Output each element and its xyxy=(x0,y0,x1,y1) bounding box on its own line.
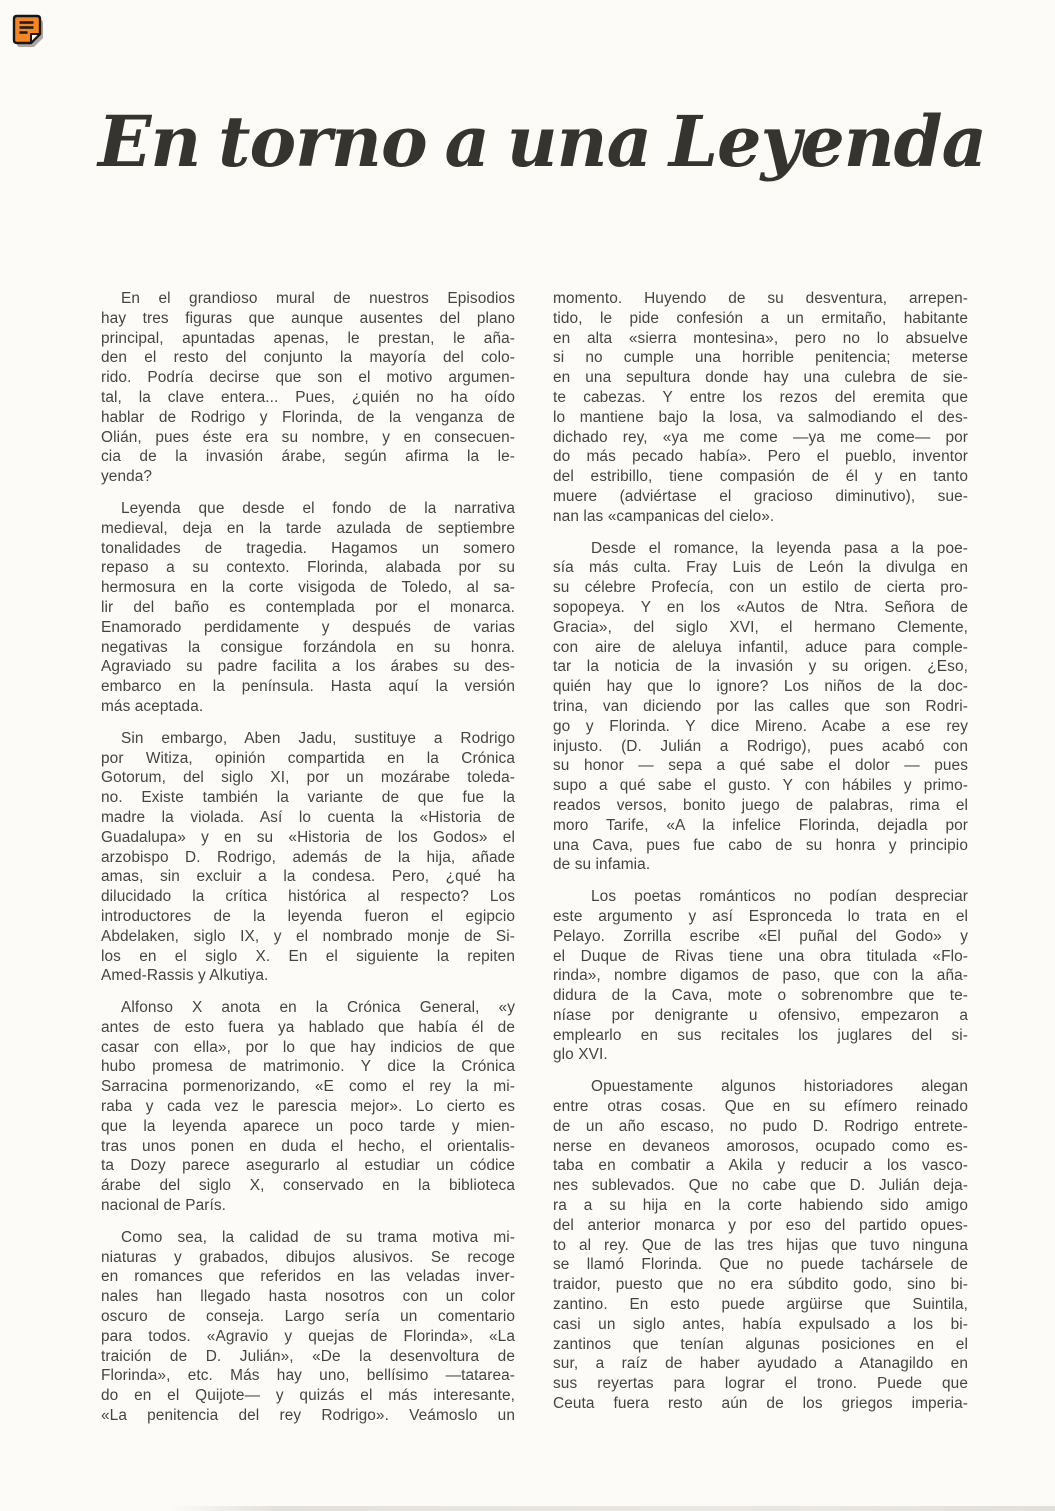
text-line: en una sepultura donde hay una culebra de sie- xyxy=(553,369,968,387)
text-line: de su infamia. xyxy=(553,856,651,874)
text-line: para todos. «Agravio y quejas de Florinda», «La xyxy=(101,1327,515,1345)
text-line: embarco en la península. Hasta aquí la versión xyxy=(101,678,515,696)
text-line: cia de la invasión árabe, según afirma la le- xyxy=(101,448,515,466)
text-line: nerse en devaneos amorosos, ocupado como es- xyxy=(553,1137,968,1155)
text-line: Sarracina pormenorizando, «E como el rey la mi- xyxy=(101,1078,515,1096)
text-line: traidor, puesto que no era súbdito godo, sino bi- xyxy=(553,1276,968,1294)
text-line: nes sublevados. Que no cabe que D. Julián deja- xyxy=(553,1177,968,1195)
text-line: del anterior monarca y por eso del partido opues- xyxy=(553,1216,968,1234)
paragraph xyxy=(553,289,968,527)
text-line: En el grandioso mural de nuestros Episodios xyxy=(121,290,515,307)
text-line: hermosura en la corte visigoda de Toledo, al sa- xyxy=(101,579,515,597)
text-line: emplearlo en sus recitales los juglares del si- xyxy=(553,1026,968,1044)
text-line: de un año escaso, no pudo D. Rodrigo entrete- xyxy=(553,1117,968,1135)
text-line: una Cava, pues fue cabo de su honra y principio xyxy=(553,836,968,854)
text-line: «La penitencia del rey Rodrigo». Veámoslo un xyxy=(101,1407,515,1425)
text-line: hay tres figuras que aunque ausentes del plano xyxy=(101,309,515,327)
text-line: madre la violada. Así lo cuenta la «Historia de xyxy=(101,808,515,826)
text-line: níase por denigrante u ofensivo, empezaron a xyxy=(553,1006,968,1024)
text-line: to al rey. Que de las tres hijas que tuvo ninguna xyxy=(553,1236,968,1254)
text-line: Olián, pues éste era su nombre, y en consecuen- xyxy=(101,428,515,446)
title-word: torno xyxy=(218,100,427,183)
text-line: Gracia», del siglo XVI, el hermano Clemente, xyxy=(553,618,968,636)
text-line: zantino. En esto puede argüirse que Suintila, xyxy=(553,1296,968,1314)
text-line: Gotorum, del siglo XI, por un mozárabe toleda- xyxy=(101,769,515,787)
text-line: Como sea, la calidad de su trama motiva mi- xyxy=(121,1228,515,1246)
text-line: en alta «sierra montesina», pero no lo absuelve xyxy=(553,329,968,347)
text-line: más aceptada. xyxy=(101,697,204,715)
text-line: introductores de la leyenda fueron el egipcio xyxy=(101,907,515,925)
text-line: tras unos ponen en duda el hecho, el orientalis- xyxy=(101,1137,515,1155)
text-line: los en el siglo X. En el siguiente la repiten xyxy=(101,947,515,965)
text-line: oscuro de conseja. Largo sería un comentario xyxy=(101,1308,515,1326)
text-line: Enamorado perdidamente y después de varias xyxy=(101,618,515,636)
text-line: su célebre Profecía, con un estilo de cierta pro- xyxy=(553,579,968,597)
text-line: en romances que referidos en las veladas inver- xyxy=(101,1268,515,1286)
paragraph xyxy=(553,539,968,876)
paragraph xyxy=(101,729,515,986)
text-line: no. Existe también la variante de que fue la xyxy=(101,789,515,807)
text-line: raba y cada vez le parescia mejor». Lo cierto es xyxy=(101,1098,515,1116)
text-line: yenda? xyxy=(101,468,153,486)
text-line: antes de esto fuera ya hablado que había él de xyxy=(101,1018,515,1036)
text-line: dilucidado la crítica histórica al respecto? Los xyxy=(101,888,515,906)
text-line: Agraviado su padre facilita a los árabes su des- xyxy=(101,658,515,676)
text-line: do en el Quijote— y quizás el más interesante, xyxy=(101,1387,515,1405)
text-line: tido, le pide confesión a un ermitaño, habitante xyxy=(553,309,968,327)
paragraph xyxy=(101,499,515,717)
text-line: hubo promesa de matrimonio. Y dice la Crónica xyxy=(101,1058,515,1076)
text-line: sopopeya. Y en los «Autos de Ntra. Señora de xyxy=(553,598,968,616)
text-line: zantinos que tenían algunas posiciones en el xyxy=(553,1335,968,1353)
article-column-left xyxy=(101,289,515,1438)
text-line: glo XVI. xyxy=(553,1046,608,1064)
text-line: nales han llegado hasta nosotros con un color xyxy=(101,1288,515,1306)
text-line: tar la noticia de la invasión y su origen. ¿Eso, xyxy=(553,658,968,676)
text-line: este argumento y así Espronceda lo trata en el xyxy=(553,907,968,925)
text-line: reados versos, bonito juego de palabras, rima el xyxy=(553,796,968,814)
text-line: momento. Huyendo de su desventura, arrepen- xyxy=(553,290,968,307)
text-line: ta Dozy parece asegurarlo al estudiar un códice xyxy=(101,1157,515,1175)
text-line: moro Tarife, «A la infelice Florinda, dejadla por xyxy=(553,816,968,834)
text-line: niaturas y grabados, dibujos alusivos. Se recoge xyxy=(101,1248,515,1266)
page-edge-shadow xyxy=(168,1506,1055,1511)
text-line: trina, van diciendo por las calles que son Rodri- xyxy=(553,697,968,715)
text-line: que la leyenda aparece un poco tarde y mien- xyxy=(101,1117,515,1135)
text-line: Pelayo. Zorrilla escribe «El puñal del Godo» y xyxy=(553,927,968,945)
text-line: lir del baño es contemplada por el monarca. xyxy=(101,598,515,616)
text-line: nan las «campanicas del cielo». xyxy=(553,507,775,525)
text-line: su honor — sepa a qué sabe el dolor — pues xyxy=(553,757,968,775)
text-line: injusto. (D. Julián a Rodrigo), pues acabó con xyxy=(553,737,968,755)
text-line: rinda», nombre digamos de paso, que con la aña- xyxy=(553,967,968,985)
text-line: Ceuta fuera resto aún de los griegos imperia- xyxy=(553,1395,968,1413)
text-line: tonalidades de tragedia. Hagamos un somero xyxy=(101,539,515,557)
text-line: muere (adviértase el gracioso diminutivo), sue- xyxy=(553,487,968,505)
text-line: Leyenda que desde el fondo de la narrativa xyxy=(121,499,515,517)
text-line: amas, sin excluir a la condesa. Pero, ¿qué ha xyxy=(101,868,515,886)
paragraph xyxy=(101,998,515,1216)
text-line: Florinda», etc. Más hay uno, bellísimo —tatarea- xyxy=(101,1367,515,1385)
text-line: con aire de aleluya infantil, aduce para comple- xyxy=(553,638,968,656)
text-line: nacional de París. xyxy=(101,1197,227,1215)
text-line: quién hay que lo ignore? Los niños de la doc- xyxy=(553,678,968,696)
text-line: si no cumple una horrible penitencia; meterse xyxy=(553,349,968,367)
paragraph xyxy=(101,1228,515,1426)
text-line: árabe del siglo X, conservado en la biblioteca xyxy=(101,1177,515,1195)
text-line: del estribillo, tiene compasión de él y en tanto xyxy=(553,468,968,486)
note-icon[interactable] xyxy=(9,11,51,53)
text-line: arzobispo D. Rodrigo, además de la hija, añade xyxy=(101,848,515,866)
text-line: Abdelaken, siglo IX, y el nombrado monje de Si- xyxy=(101,927,515,945)
text-line: Desde el romance, la leyenda pasa a la poe- xyxy=(591,539,968,557)
text-line: negativas la consigue forzándola en su honra. xyxy=(101,638,515,656)
text-line: repaso a su contexto. Florinda, alabada por su xyxy=(101,559,515,577)
text-line: Los poetas románticos no podían despreciar xyxy=(591,888,968,906)
text-line: hablar de Rodrigo y Florinda, de la venganza de xyxy=(101,408,515,426)
text-line: casi un siglo antes, había expulsado a los bi- xyxy=(553,1315,968,1333)
text-line: tal, la clave entera... Pues, ¿quién no ha oído xyxy=(101,388,515,406)
article-body xyxy=(101,289,969,1438)
title-word: Leyenda xyxy=(668,100,986,183)
text-line: ra a su hija en la corte habiendo sido amigo xyxy=(553,1197,968,1215)
paragraph xyxy=(553,1077,968,1414)
text-line: traición de D. Julián», «De la desenvoltura de xyxy=(101,1347,515,1365)
text-line: sur, a raíz de haber ayudado a Atanagildo en xyxy=(553,1355,968,1373)
text-line: do más pecado había». Pero el pueblo, inventor xyxy=(553,448,968,466)
text-line: go y Florinda. Y dice Mireno. Acabe a ese rey xyxy=(553,717,968,735)
text-line: Alfonso X anota en la Crónica General, «y xyxy=(121,999,515,1017)
text-line: entre otras cosas. Que en su efímero reinado xyxy=(553,1098,968,1116)
text-line: Guadalupa» y en su «Historia de los Godos» el xyxy=(101,828,515,846)
paragraph xyxy=(553,887,968,1065)
title-word: a xyxy=(444,100,489,183)
text-line: te cabezas. Y entre los rezos del eremita que xyxy=(553,388,968,406)
text-line: rido. Podría decirse que son el motivo argumen- xyxy=(101,369,515,387)
text-line: se llamó Florinda. Que no puede tachársele de xyxy=(553,1256,968,1274)
page-title xyxy=(98,92,986,192)
text-line: taba en combatir a Akila y reducir a los vasco- xyxy=(553,1157,968,1175)
paragraph xyxy=(101,289,515,487)
title-word: una xyxy=(506,100,651,183)
text-line: lo mantiene bajo la losa, va salmodiando el des- xyxy=(553,408,968,426)
text-line: Opuestamente algunos historiadores alegan xyxy=(591,1078,968,1096)
text-line: den el resto del conjunto la mayoría del colo- xyxy=(101,349,515,367)
text-line: dichado rey, «ya me come —ya me come— por xyxy=(553,428,968,446)
text-line: por Witiza, opinión compartida en la Crónica xyxy=(101,749,515,767)
text-line: el Duque de Rivas tiene una obra titulada «Flo- xyxy=(553,947,968,965)
text-line: Sin embargo, Aben Jadu, sustituye a Rodrigo xyxy=(121,729,515,747)
text-line: medieval, deja en la tarde azulada de septiembre xyxy=(101,519,515,537)
title-word: En xyxy=(98,100,201,183)
text-line: principal, apuntadas apenas, le prestan, le aña- xyxy=(101,329,515,347)
article-column-right xyxy=(553,289,968,1438)
text-line: sus reyertas para lograr el trono. Puede que xyxy=(553,1375,968,1393)
text-line: sía más culta. Fray Luis de León la divulga en xyxy=(553,559,968,577)
text-line: supo a qué sabe el gusto. Y con hábiles y primo- xyxy=(553,777,968,795)
text-line: casar con ella», por lo que hay indicios de que xyxy=(101,1038,515,1056)
text-line: Amed-Rassis y Alkutiya. xyxy=(101,967,269,985)
text-line: didura de la Cava, mote o sobrenombre que te- xyxy=(553,987,968,1005)
